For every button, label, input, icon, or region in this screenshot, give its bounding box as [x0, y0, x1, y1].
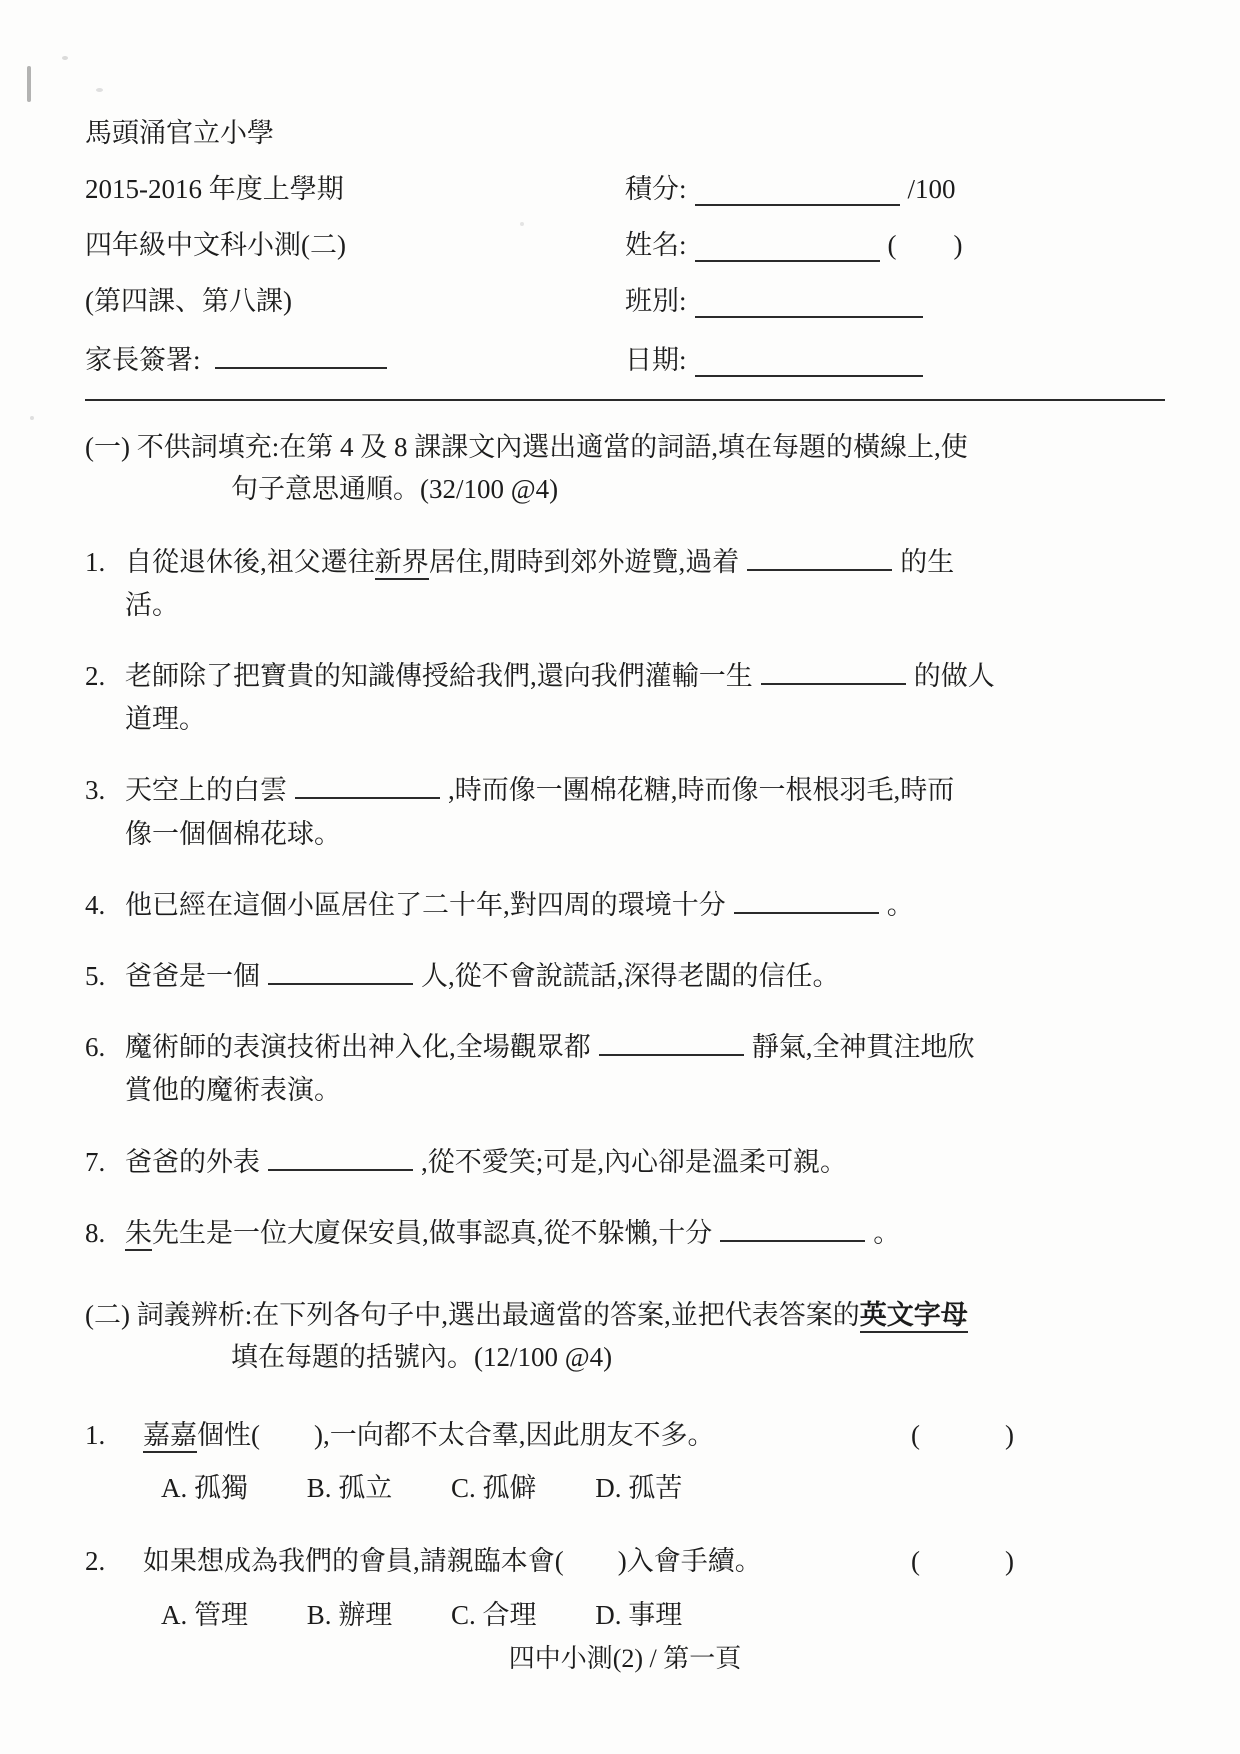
section1-heading-line2: 句子意思通順。(32/100 @4) [231, 473, 559, 504]
question-text [125, 769, 1165, 855]
question-number: 3. [85, 775, 106, 806]
question-text [125, 1026, 1165, 1112]
fill-blank [747, 542, 892, 571]
question-text [125, 884, 1165, 927]
section1-heading [85, 427, 1165, 511]
parent-sign-blank [215, 340, 387, 369]
question-6 [85, 1026, 1165, 1112]
score-total: /100 [907, 174, 956, 204]
question-text [125, 541, 1165, 627]
heading-segment: (二) 詞義辨析:在下列各句子中,選出最適當的答案,並把代表答案的 [85, 1299, 860, 1330]
question-segment: 天空上的白雲 [125, 775, 287, 806]
name-blank [695, 233, 880, 262]
question-number: 1. [85, 1419, 106, 1450]
question-segment: 道理。 [125, 704, 206, 735]
test-title: 四年級中文科小測(二) [85, 230, 346, 260]
question-segment: 賞他的魔術表演。 [125, 1075, 341, 1106]
options-row [161, 1593, 1165, 1632]
section2-heading-line1 [85, 1295, 1165, 1337]
question-number: 4. [85, 889, 106, 920]
proper-noun-underline: 新界 [375, 547, 429, 580]
question-text [125, 1141, 1165, 1184]
question-segment: 個性( ),一向都不太合羣,因此朋友不多。 [197, 1419, 715, 1450]
term-line: 2015-2016 年度上學期 [85, 174, 344, 204]
question-number: 5. [85, 961, 106, 991]
lessons-line: (第四課、第八課) [85, 286, 292, 316]
question-segment: 如果想成為我們的會員,請親臨本會( )入會手續。 [143, 1546, 762, 1577]
question-segment: 靜氣,全神貫注地欣 [751, 1032, 975, 1063]
option-d: D. 事理 [595, 1600, 683, 1631]
name-label: 姓名: [625, 230, 687, 260]
fill-blank [268, 1142, 413, 1171]
scan-artifact [30, 416, 34, 420]
parent-sign-label: 家長簽署: [85, 345, 201, 375]
question-segment: 先生是一位大廈保安員,做事認真,從不躲懶,十分 [152, 1217, 713, 1248]
question-segment: 自從退休後,祖父遷往 [125, 546, 375, 577]
fill-blank [720, 1213, 865, 1242]
fill-blank [734, 885, 879, 914]
question-number: 1. [85, 546, 106, 577]
school-name: 馬頭涌官立小學 [85, 118, 274, 148]
scan-artifact [62, 56, 68, 60]
question-text [143, 1415, 714, 1457]
question-number: 2. [85, 1546, 106, 1577]
mc-question-1 [85, 1415, 1165, 1457]
question-segment: ,從不愛笑;可是,內心卻是溫柔可親。 [421, 1146, 848, 1177]
question-text [125, 1212, 1165, 1255]
proper-noun-underline: 嘉嘉 [143, 1420, 197, 1453]
question-segment: ,時而像一團棉花糖,時而像一根根羽毛,時而 [448, 775, 955, 806]
option-b: B. 辦理 [306, 1600, 393, 1631]
question-segment: 。 [873, 1217, 901, 1248]
option-a: A. 孤獨 [161, 1473, 248, 1504]
question-text [143, 1541, 762, 1583]
scan-artifact [27, 66, 31, 102]
option-c: C. 孤僻 [451, 1473, 537, 1504]
question-segment: 人,從不會說謊話,深得老闆的信任。 [421, 961, 840, 991]
option-a: A. 管理 [161, 1600, 248, 1631]
score-label: 積分: [625, 174, 687, 204]
options-row [161, 1466, 1165, 1505]
emphasized-term: 英文字母 [860, 1300, 968, 1333]
question-1 [85, 541, 1165, 627]
question-text [125, 655, 1165, 741]
question-segment: 。 [886, 889, 914, 920]
question-number: 7. [85, 1146, 106, 1177]
question-number: 2. [85, 661, 106, 692]
question-segment: 他已經在這個小區居住了二十年,對四周的環境十分 [125, 889, 726, 920]
section1-questions [85, 541, 1165, 1255]
section2-heading [85, 1295, 1165, 1379]
mc-question-2 [85, 1541, 1165, 1583]
fill-blank [599, 1027, 744, 1056]
question-4 [85, 884, 1165, 927]
fill-blank [268, 956, 413, 985]
question-segment: 魔術師的表演技術出神入化,全場觀眾都 [125, 1032, 591, 1063]
section2-questions [85, 1415, 1165, 1633]
answer-paren: ( ) [911, 1546, 1015, 1577]
header [85, 116, 1165, 377]
question-8 [85, 1212, 1165, 1255]
question-segment: 的做人 [913, 661, 995, 692]
proper-noun-underline: 朱 [125, 1218, 152, 1251]
section2-heading-line2: 填在每題的括號內。(12/100 @4) [231, 1341, 613, 1372]
question-5 [85, 955, 1165, 998]
class-label: 班別: [625, 286, 687, 316]
question-segment: 像一個個棉花球。 [125, 818, 341, 849]
answer-paren: ( ) [911, 1419, 1015, 1450]
parent-sign-line [85, 340, 625, 377]
fill-blank [761, 656, 906, 685]
date-label: 日期: [625, 345, 687, 375]
date-blank [695, 348, 923, 377]
question-3 [85, 769, 1165, 855]
question-segment: 爸爸的外表 [125, 1146, 260, 1177]
option-d: D. 孤苦 [595, 1473, 683, 1504]
question-number: 6. [85, 1032, 106, 1063]
name-paren: ( ) [887, 230, 964, 260]
scan-artifact [96, 88, 103, 92]
option-b: B. 孤立 [306, 1473, 393, 1504]
question-2 [85, 655, 1165, 741]
section1-heading-line1: (一) 不供詞填充:在第 4 及 8 課課文內選出適當的詞語,填在每題的橫線上,使 [85, 432, 968, 462]
divider-rule [85, 399, 1165, 401]
question-segment: 活。 [125, 589, 179, 620]
option-c: C. 合理 [451, 1600, 537, 1631]
question-text [125, 955, 1165, 998]
page-footer: 四中小測(2) / 第一頁 [508, 1644, 742, 1674]
question-segment: 的生 [900, 546, 955, 577]
question-segment: 居住,閒時到郊外遊覽,過着 [428, 546, 740, 577]
class-blank [695, 289, 923, 318]
score-blank [695, 177, 900, 206]
question-segment: 老師除了把寶貴的知識傳授給我們,還向我們灌輸一生 [125, 661, 753, 692]
question-number: 8. [85, 1217, 106, 1248]
fill-blank [295, 770, 440, 799]
question-segment: 爸爸是一個 [125, 961, 260, 991]
question-7 [85, 1141, 1165, 1184]
